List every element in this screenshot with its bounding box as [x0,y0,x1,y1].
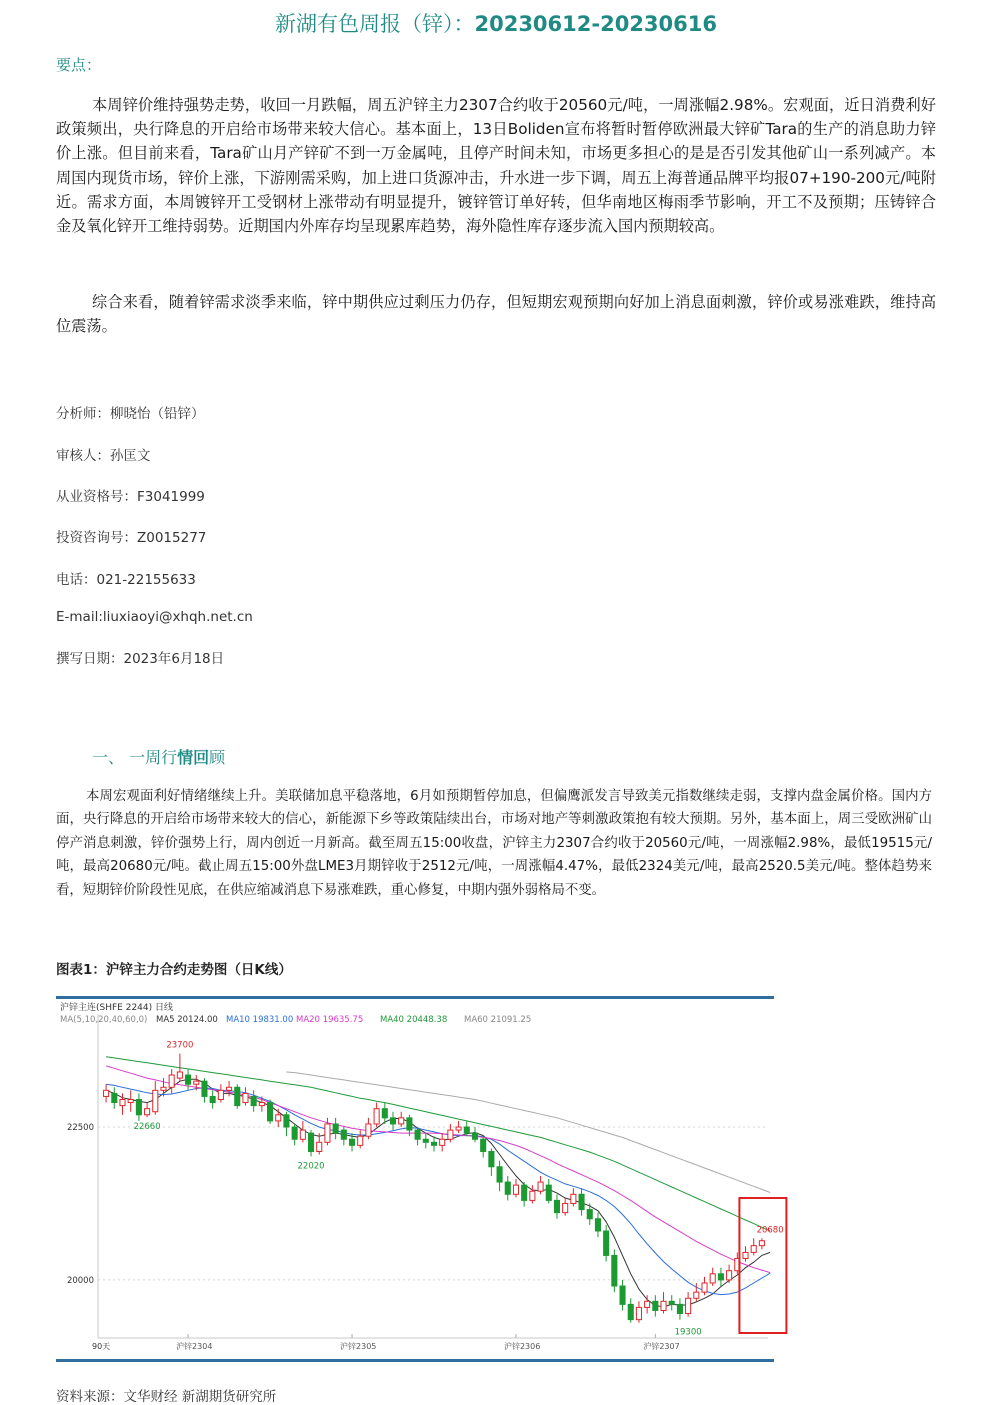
candle-up [120,1100,125,1106]
candle-up [128,1100,133,1103]
candle-up [571,1194,576,1203]
candle-down [653,1301,658,1310]
candle-up [710,1274,715,1283]
candle-down [489,1151,494,1166]
figure-source: 资料来源：文华财经 新湖期货研究所 [56,1389,277,1405]
section-body: 本周宏观面利好情绪继续上升。美联储加息平稳落地，6月如预期暂停加息，但偏鹰派发言导致美元指数继续走弱，支撑内盘金属价格。国内方面，央行降息的开启给市场带来较大的信心，新能源下乡等政策陆续出台，市场对地产等刺激政策抱有较大预期。另外，基本面上，周三受欧洲矿山停产消息刺激，锌价强势上行，周内创近一月新高。截至周五15:00收盘，沪锌主力2307合约收于20560元/吨，一周涨幅2.98%，最低19515元/吨，最高20680元/吨。截止周五15:00外盘LME3月期锌收于2512元/吨，一周涨幅4.47%，最低2324美元/吨，最高2520.5美元/吨。整体趋势来看，短期锌价阶段性见底，在供应缩减消息下易涨难跌，重心修复，中期内强外弱格局不变。 [56,789,932,898]
candle-down [587,1210,592,1219]
candle-up [317,1142,322,1151]
candle-up [448,1130,453,1139]
heading-part-1: 一、 一周行 [92,748,178,767]
candle-down [497,1167,502,1182]
candle-up [759,1241,764,1246]
price-annotation: 23700 [166,1040,194,1051]
candle-down [677,1304,682,1313]
price-annotation: 20680 [756,1225,784,1236]
candle-down [579,1194,584,1209]
chart-bottom-border [56,1359,774,1362]
consult-number: 投资咨询号：Z0015277 [56,530,207,546]
candle-down [718,1274,723,1280]
title-dates: 20230612-20230616 [474,12,717,36]
candle-up [727,1271,732,1280]
candle-down [235,1087,240,1105]
candle-down [612,1255,617,1286]
x-tick-label: 沪锌2305 [340,1342,377,1351]
candle-down [202,1081,207,1096]
y-tick-label: 20000 [66,1275,94,1286]
candle-down [620,1286,625,1304]
candle-down [390,1118,395,1124]
candle-up [374,1109,379,1124]
x-tick-label: 沪锌2304 [176,1342,213,1351]
phone: 电话：021-22155633 [56,572,196,588]
y-tick-label: 22500 [66,1123,94,1134]
candle-down [349,1139,354,1145]
chart-top-bar: 沪锌主连(SHFE 2244) 日线 [60,1003,173,1013]
candle-up [456,1127,461,1130]
candle-up [227,1087,232,1090]
report-date: 撰写日期：2023年6月18日 [56,651,225,667]
candle-up [259,1103,264,1106]
candle-down [268,1103,273,1121]
candlestick-chart [56,996,784,1362]
ma-legend-item: MA(5,10,20,40,60,0) [60,1015,148,1025]
candle-down [186,1075,191,1084]
candle-up [661,1301,666,1310]
candle-down [407,1118,412,1130]
candle-up [325,1124,330,1142]
candle-down [284,1115,289,1127]
key-points-paragraph-1: 本周锌价维持强势走势，收回一月跌幅，周五沪锌主力2307合约收于20560元/吨，一周涨幅2.98%。宏观面，近日消费利好政策频出，央行降息的开启给市场带来较大信心。基本面上，13日Boliden宣布将暂时暂停欧洲最大锌矿Tara的生产的消息助力锌价上涨。但目前来看，Tara矿山月产锌矿不到一万金属吨，且停产时间未知，市场更多担心的是是否引发其他矿山一系列减产。本周国内现货市场，锌价上涨，下游刚需采购，加上进口货源冲击，升水进一步下调，周五上海普通品牌平均报07+190-200元/吨附近。需求方面，本周镀锌开工受钢材上涨带动有明显提升，镀锌管订单好转，但华南地区梅雨季节影响，开工不及预期；压铸锌合金及氧化锌开工维持弱势。近期国内外库存均呈现累库趋势，海外隐性库存逐步流入国内预期较高。 [56,96,936,236]
ma-legend-item: MA60 21091.25 [464,1015,532,1025]
candle-down [481,1139,486,1151]
candle-up [177,1072,182,1078]
candle-up [538,1182,543,1191]
title-prefix: 新湖有色周报（锌）： [274,12,475,36]
ma-legend-item: MA5 20124.00 [156,1015,218,1025]
candle-down [333,1124,338,1133]
candle-up [440,1139,445,1145]
ma-legend-item: MA10 19831.00 [226,1015,294,1025]
candle-up [358,1136,363,1145]
candle-down [382,1109,387,1118]
candle-down [472,1133,477,1139]
price-annotation: 19300 [674,1327,702,1338]
candle-up [153,1090,158,1111]
candle-up [751,1246,756,1253]
candle-down [251,1096,256,1105]
candle-down [292,1127,297,1139]
key-points-label: 要点： [56,56,102,74]
candle-down [431,1142,436,1145]
candle-up [169,1075,174,1087]
report-title [0,8,992,38]
candle-up [300,1130,305,1139]
email[interactable]: E-mail:liuxiaoyi@xhqh.net.cn [56,609,253,625]
x-tick-label: 沪锌2307 [643,1342,680,1351]
heading-part-3: 顾 [209,748,226,767]
candle-down [112,1093,117,1102]
candle-up [694,1292,699,1298]
candle-up [743,1252,748,1258]
candle-up [563,1203,568,1212]
candle-down [505,1182,510,1194]
bottom-left-label: 90天 [92,1342,111,1351]
candle-down [546,1185,551,1200]
candle-down [628,1304,633,1319]
price-annotation: 22660 [133,1122,161,1133]
candle-up [513,1185,518,1194]
chart-svg [56,996,784,1362]
candle-up [145,1109,150,1115]
candle-up [645,1301,650,1307]
chart-top-border [56,996,774,999]
analyst: 分析师：柳晓怡（铅锌） [56,406,205,422]
candle-up [161,1087,166,1090]
candle-down [210,1096,215,1102]
candle-up [194,1081,199,1084]
section-heading [92,745,225,768]
candle-down [604,1231,609,1255]
candle-down [308,1133,313,1151]
candle-down [415,1130,420,1139]
figure-title: 图表1：沪锌主力合约走势图（日K线） [56,962,292,978]
candle-up [243,1093,248,1102]
candle-down [554,1200,559,1212]
candle-down [136,1100,141,1115]
candle-up [702,1283,707,1292]
price-annotation: 22020 [297,1161,325,1172]
candle-up [530,1191,535,1200]
candle-up [366,1124,371,1136]
candle-down [669,1301,674,1304]
candle-up [399,1118,404,1124]
candle-down [595,1219,600,1231]
candle-down [464,1127,469,1133]
x-tick-label: 沪锌2306 [503,1342,541,1351]
candle-down [341,1130,346,1139]
ma-legend-item: MA40 20448.38 [380,1015,448,1025]
key-points-paragraph-2: 综合来看，随着锌需求淡季来临，锌中期供应过剩压力仍存，但短期宏观预期向好加上消息面刺激，锌价或易涨难跌，维持高位震荡。 [56,293,936,336]
candle-up [276,1115,281,1121]
heading-part-2: 情回 [177,748,210,767]
candle-up [686,1298,691,1313]
qualification-number: 从业资格号：F3041999 [56,489,205,505]
candle-down [522,1185,527,1200]
candle-up [104,1090,109,1096]
candle-up [636,1307,641,1319]
candle-down [423,1139,428,1142]
reviewer: 审核人：孙匡文 [56,448,151,464]
ma-legend-item: MA20 19635.75 [296,1015,364,1025]
candle-up [218,1090,223,1099]
